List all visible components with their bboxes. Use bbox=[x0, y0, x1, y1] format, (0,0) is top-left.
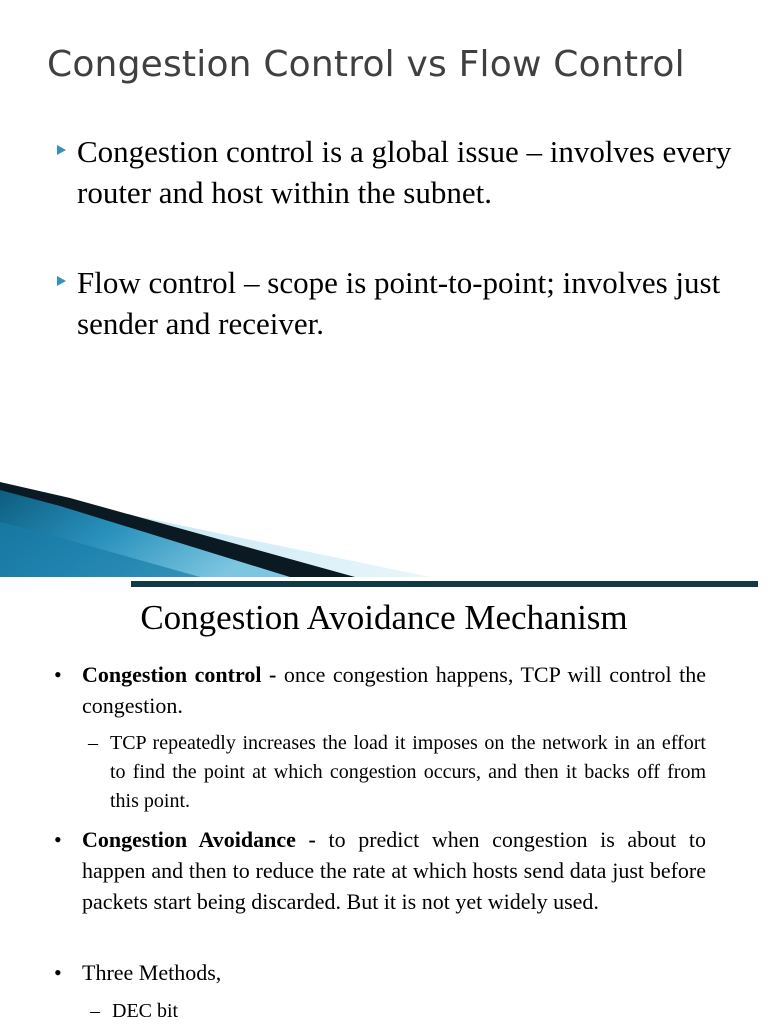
slide-2-bullet-1-sub-text: TCP repeatedly increases the load it imposes on the network in an effort to find the point at which congestion occurs, and then it backs off from this point. bbox=[110, 732, 706, 812]
slide-2-bullet-1-text: once congestion happens, TCP will control the congestion. bbox=[82, 662, 706, 718]
slide-1-bullet-1 bbox=[77, 131, 747, 213]
slide-2-bullet-2-term: Congestion Avoidance - bbox=[82, 827, 316, 852]
slide-1-title: Congestion Control vs Flow Control bbox=[47, 44, 685, 85]
slide-2-bullet-3-sub-1 bbox=[90, 997, 708, 1024]
slide-decoration-swoosh bbox=[0, 472, 768, 577]
bullet-dot-icon: • bbox=[54, 960, 62, 985]
slide-2-bullet-3-sub-1-text: DEC bit bbox=[112, 1000, 179, 1022]
slide-2-bullet-3 bbox=[54, 957, 706, 988]
slide-1-bullet-2-text: Flow control – scope is point-to-point; involves just sender and receiver. bbox=[77, 265, 721, 341]
slide-2-title: Congestion Avoidance Mechanism bbox=[140, 598, 628, 637]
slide-2 bbox=[0, 589, 768, 1024]
bullet-dot-icon: • bbox=[54, 662, 62, 687]
slide-2-bullet-3-text: Three Methods, bbox=[82, 960, 222, 985]
slide-1-bullet-2 bbox=[77, 262, 747, 344]
bullet-dash-icon: – bbox=[90, 1000, 100, 1022]
slide-2-bullet-1-term: Congestion control - bbox=[82, 662, 277, 687]
slide-2-bullet-1-sub bbox=[88, 729, 706, 816]
slide-divider bbox=[0, 577, 768, 589]
bullet-dash-icon: – bbox=[88, 732, 98, 754]
slide-divider-bar bbox=[131, 581, 758, 587]
bullet-arrow-icon bbox=[57, 276, 66, 286]
slide-2-bullet-2 bbox=[54, 824, 706, 917]
slide-1-bullet-1-text: Congestion control is a global issue – involves every router and host within the subnet. bbox=[77, 134, 732, 210]
slide-2-bullet-1 bbox=[54, 659, 706, 721]
slide-2-bullet-2-text: to predict when congestion is about to happen and then to reduce the rate at which hosts send data just before packets start being discarded. But it is not yet widely used. bbox=[82, 827, 706, 914]
bullet-arrow-icon bbox=[57, 145, 66, 155]
bullet-dot-icon: • bbox=[54, 827, 62, 852]
